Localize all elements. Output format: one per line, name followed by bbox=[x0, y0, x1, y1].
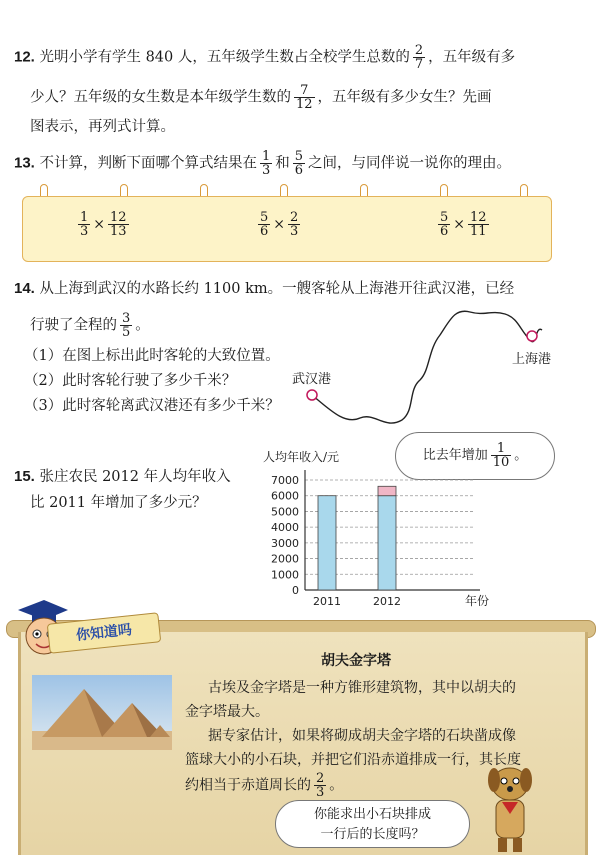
frac-denominator: 3 bbox=[261, 163, 271, 178]
q12-number: 12. bbox=[14, 48, 35, 66]
bubble2-line1: 你能求出小石块排成 bbox=[313, 807, 431, 822]
y-tick-label: 0 bbox=[292, 584, 299, 597]
panel-speech-bubble bbox=[275, 800, 470, 848]
frac-denominator: 3 bbox=[80, 224, 89, 239]
frac-numerator: 5 bbox=[294, 149, 304, 164]
shanghai-port-marker bbox=[527, 331, 537, 341]
q15-text-1: 张庄农民 2012 年人均年收入 bbox=[39, 469, 231, 485]
q13-fraction-2 bbox=[293, 150, 305, 177]
q14-number: 14. bbox=[14, 280, 35, 297]
expressions-box bbox=[22, 196, 552, 262]
q12-line2 bbox=[30, 84, 492, 111]
frac-numerator: 7 bbox=[294, 84, 315, 98]
operator: × bbox=[273, 216, 286, 233]
bar-increase-2012 bbox=[378, 486, 396, 495]
panel-para1-line2: 金字塔最大。 bbox=[185, 704, 269, 720]
panel-text-p2c: 约相当于赤道周长的 bbox=[185, 777, 311, 794]
chart-svg bbox=[255, 445, 490, 615]
frac-numerator: 1 bbox=[261, 149, 271, 164]
frac-denominator: 7 bbox=[414, 57, 424, 72]
x-tick-label: 2011 bbox=[313, 595, 341, 608]
q13-fraction-1 bbox=[260, 150, 272, 177]
panel-title: 胡夫金字塔 bbox=[321, 653, 391, 669]
shanghai-port-label: 上海港 bbox=[512, 352, 552, 367]
fraction bbox=[468, 211, 489, 238]
frac-denominator: 5 bbox=[122, 325, 131, 340]
y-axis-label: 人均年收入/元 bbox=[263, 450, 340, 464]
q12-fraction-2 bbox=[294, 84, 315, 111]
frac-numerator: 12 bbox=[110, 210, 127, 225]
q12-text-2a: 少人？五年级的女生数是本年级学生数的 bbox=[30, 89, 291, 106]
bubble-text-b: 。 bbox=[514, 448, 528, 463]
panel-fraction bbox=[314, 772, 326, 799]
q12-fraction-1 bbox=[413, 44, 425, 71]
operator: × bbox=[93, 216, 106, 233]
frac-numerator: 1 bbox=[80, 210, 89, 225]
frac-numerator: 2 bbox=[316, 771, 325, 786]
expression-3 bbox=[435, 211, 492, 238]
frac-denominator: 13 bbox=[110, 224, 127, 239]
y-tick-label: 4000 bbox=[271, 521, 299, 535]
q14-line1 bbox=[14, 278, 514, 300]
q13-number: 13. bbox=[14, 154, 35, 172]
bar-2011 bbox=[318, 496, 336, 590]
q13-text-b: 和 bbox=[275, 155, 290, 172]
q14-sub3: （3）此时客轮离武汉港还有多少千米？ bbox=[24, 398, 280, 414]
frac-numerator: 12 bbox=[470, 210, 487, 225]
q13-text-a: 不计算，判断下面哪个算式结果在 bbox=[39, 155, 257, 172]
y-tick-label: 1000 bbox=[271, 568, 299, 582]
panel-text-p2d: 。 bbox=[329, 777, 344, 794]
fraction bbox=[258, 211, 270, 238]
panel-para2-line2: 篮球大小的小石块，并把它们沿赤道排成一行，其长度 bbox=[185, 752, 521, 768]
y-tick-label: 3000 bbox=[271, 536, 299, 550]
frac-denominator: 11 bbox=[470, 224, 487, 239]
bubble-fraction bbox=[491, 442, 512, 469]
x-tick-label: 2012 bbox=[373, 595, 401, 608]
frac-denominator: 10 bbox=[492, 455, 510, 470]
q14-text-2b: 。 bbox=[135, 317, 150, 334]
q15-line2: 比 2011 年增加了多少元？ bbox=[30, 495, 207, 511]
mascot-dog-icon bbox=[470, 756, 550, 855]
expression-2 bbox=[255, 211, 303, 238]
river-route-map bbox=[290, 300, 590, 440]
frac-numerator: 1 bbox=[491, 442, 512, 456]
wuhan-port-marker bbox=[307, 390, 317, 400]
q12-line1 bbox=[14, 44, 515, 71]
q15-number: 15. bbox=[14, 468, 35, 485]
frac-denominator: 6 bbox=[260, 224, 269, 239]
fraction bbox=[438, 211, 450, 238]
q15-line1 bbox=[14, 466, 231, 488]
q12-line3: 图表示，再列式计算。 bbox=[30, 119, 175, 135]
bubble2-line2: 一行后的长度吗？ bbox=[320, 827, 425, 842]
frac-numerator: 2 bbox=[290, 210, 299, 225]
q12-text-1b: ，五年级有多 bbox=[428, 49, 516, 66]
frac-denominator: 3 bbox=[290, 224, 299, 239]
expression-1 bbox=[75, 211, 132, 238]
pyramid-photo bbox=[32, 675, 172, 750]
fraction bbox=[78, 211, 90, 238]
panel-para2-line3 bbox=[185, 772, 343, 799]
frac-denominator: 3 bbox=[316, 785, 325, 800]
y-tick-label: 5000 bbox=[271, 505, 299, 519]
frac-denominator: 6 bbox=[440, 224, 449, 239]
income-bar-chart bbox=[255, 445, 490, 615]
frac-numerator: 5 bbox=[260, 210, 269, 225]
q14-fraction bbox=[120, 312, 132, 339]
q12-text-2b: ，五年级有多少女生？先画 bbox=[317, 89, 492, 106]
frac-numerator: 3 bbox=[122, 311, 131, 326]
river-path bbox=[312, 311, 542, 423]
q14-text-1: 从上海到武汉的水路长约 1100 km。一艘客轮从上海港开往武汉港，已经 bbox=[39, 281, 515, 297]
panel-para2-line1: 据专家估计，如果将砌成胡夫金字塔的石块凿成像 bbox=[208, 728, 516, 744]
q13-text-c: 之间，与同伴说一说你的理由。 bbox=[308, 155, 512, 172]
y-tick-label: 7000 bbox=[271, 474, 299, 487]
frac-denominator: 12 bbox=[296, 97, 313, 112]
did-you-know-banner: 你知道吗 bbox=[47, 612, 162, 654]
bar-2012 bbox=[378, 496, 396, 590]
y-tick-label: 6000 bbox=[271, 489, 299, 503]
frac-denominator: 6 bbox=[294, 163, 304, 178]
q13-line1 bbox=[14, 150, 511, 177]
q12-text-1a: 光明小学有学生 840 人，五年级学生数占全校学生总数的 bbox=[39, 49, 410, 66]
q14-sub1: （1）在图上标出此时客轮的大致位置。 bbox=[24, 348, 280, 364]
y-tick-label: 2000 bbox=[271, 552, 299, 566]
operator: × bbox=[453, 216, 466, 233]
bubble-text-a: 比去年增加 bbox=[422, 448, 488, 463]
fraction bbox=[288, 211, 300, 238]
wuhan-port-label: 武汉港 bbox=[292, 372, 332, 387]
panel-para1-line1: 古埃及金字塔是一种方锥形建筑物，其中以胡夫的 bbox=[208, 680, 516, 696]
x-axis-label: 年份 bbox=[465, 594, 490, 608]
q14-line2 bbox=[30, 312, 150, 339]
q14-text-2a: 行驶了全程的 bbox=[30, 317, 117, 334]
frac-numerator: 2 bbox=[414, 43, 424, 58]
frac-numerator: 5 bbox=[440, 210, 449, 225]
q14-sub2: （2）此时客轮行驶了多少千米？ bbox=[24, 373, 237, 389]
fraction bbox=[108, 211, 129, 238]
